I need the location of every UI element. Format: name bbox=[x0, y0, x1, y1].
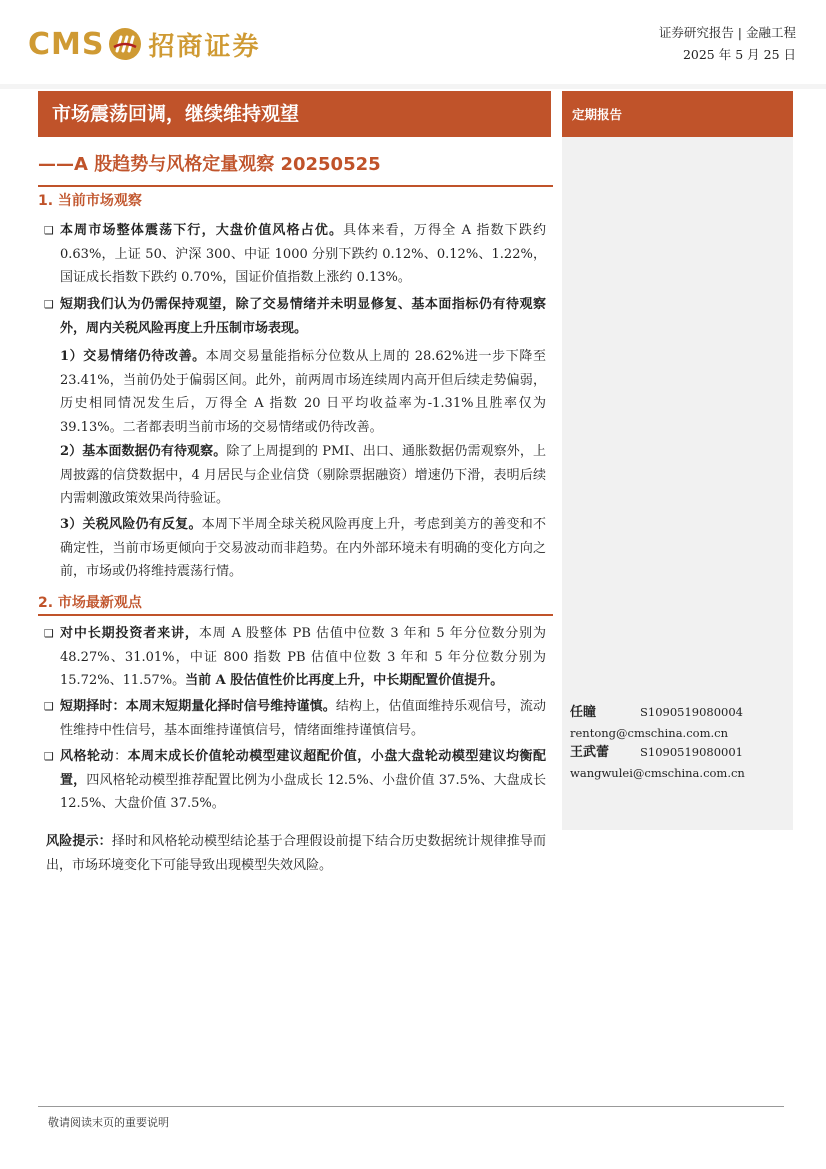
checkbox-bullet-icon: ❑ bbox=[44, 224, 54, 237]
checkbox-bullet-icon: ❑ bbox=[44, 750, 54, 763]
paragraph bbox=[60, 440, 546, 511]
analyst-id: S1090519080001 bbox=[640, 745, 743, 759]
paragraph bbox=[60, 345, 546, 439]
paragraph-text: 本周 A 股整体 PB 估值中位数 3 年和 5 年分位数分别为 48.27%、31.01%，中证 800 指数 PB 估值中位数 3 年和 5 年分位数分别为 15.72%、11.57%。 bbox=[60, 626, 546, 688]
paragraph-bold: 对中长期投资者来讲， bbox=[60, 626, 199, 641]
paragraph bbox=[44, 219, 546, 290]
logo-chinese: 招商证券 bbox=[148, 31, 261, 62]
company-logo bbox=[28, 22, 261, 66]
analyst-name: 任瞳 bbox=[570, 705, 597, 720]
analyst-card bbox=[570, 742, 790, 783]
paragraph bbox=[44, 695, 546, 742]
paragraph-text: 除了上周提到的 PMI、出口、通胀数据仍需观察外，上周披露的信贷数据中，4 月居民与企业信贷（剔除票据融资）增速仍下滑，表明后续内需刺激政策效果尚待验证。 bbox=[60, 444, 547, 506]
side-label: 定期报告 bbox=[562, 91, 793, 137]
paragraph-text: 结构上，估值面维持乐观信号，流动性维持中性信号，基本面维持谨慎信号，情绪面维持谨慎信号。 bbox=[60, 699, 546, 738]
section-heading: 1. 当前市场观察 bbox=[38, 193, 142, 209]
checkbox-bullet-icon: ❑ bbox=[44, 700, 54, 713]
paragraph bbox=[44, 293, 546, 340]
paragraph bbox=[44, 745, 546, 816]
report-type: 证券研究报告 | 金融工程 bbox=[658, 25, 796, 40]
paragraph-text: 本周交易量能指标分位数从上周的 28.62%进一步下降至 23.41%，当前仍处于偏弱区间。此外，前两周市场连续周内高开但后续走势偏弱，历史相同情况发生后，万得全 A 指数 20 日平均收益率为-1.31%且胜率仅为 39.13%。二者都表明当前市场的交易情绪或仍待改善。 bbox=[60, 349, 546, 435]
paragraph-bold: 短期我们认为仍需保持观望，除了交易情绪并未明显修复、基本面指标仍有待观察外，周内关税风险再度上升压制市场表现。 bbox=[60, 297, 546, 336]
report-subtitle: ——A 股趋势与风格定量观察 20250525 bbox=[38, 154, 381, 175]
analyst-email[interactable]: rentong@cmschina.com.cn bbox=[570, 726, 728, 740]
section-divider bbox=[38, 185, 553, 187]
paragraph bbox=[60, 513, 546, 584]
paragraph-bold: 2）基本面数据仍有待观察。 bbox=[60, 444, 227, 459]
footer-note: 敬请阅读末页的重要说明 bbox=[48, 1116, 169, 1129]
header-meta bbox=[659, 22, 796, 66]
paragraph-text: 具体来看，万得全 A 指数下跌约 0.63%，上证 50、沪深 300、中证 1000 分别下跌约 0.12%、0.12%、1.22%，国证成长指数下跌约 0.70%，国证价值指数上涨约 0.13%。 bbox=[60, 223, 546, 285]
analyst-name: 王武蕾 bbox=[570, 745, 610, 760]
analyst-card bbox=[570, 702, 790, 743]
footer-divider bbox=[38, 1106, 784, 1107]
report-date: 2025 年 5 月 25 日 bbox=[682, 47, 796, 62]
paragraph bbox=[44, 622, 546, 693]
analyst-email[interactable]: wangwulei@cmschina.com.cn bbox=[570, 766, 745, 780]
checkbox-bullet-icon: ❑ bbox=[44, 298, 54, 311]
paragraph-text: ： bbox=[114, 749, 128, 764]
logo-latin: CMS bbox=[28, 26, 105, 62]
section-divider bbox=[38, 614, 553, 616]
risk-warning bbox=[46, 830, 546, 877]
paragraph-bold: 1）交易情绪仍待改善。 bbox=[60, 349, 206, 364]
paragraph-bold: 当前 A 股估值性价比再度上升，中长期配置价值提升。 bbox=[185, 673, 504, 688]
paragraph-text: 本周下半周全球关税风险再度上升，考虑到美方的善变和不确定性，当前市场更倾向于交易波动而非趋势。在内外部环境未有明确的变化方向之前，市场或仍将维持震荡行情。 bbox=[60, 517, 546, 579]
paragraph-bold: 本周市场整体震荡下行，大盘价值风格占优。 bbox=[60, 223, 344, 238]
paragraph-bold: 风格轮动 bbox=[60, 749, 115, 764]
section-heading: 2. 市场最新观点 bbox=[38, 595, 142, 611]
paragraph-bold: 本周末成长价值轮动模型建议超配价值，小盘大盘轮动模型建议均衡配置， bbox=[60, 749, 546, 788]
risk-text: 择时和风格轮动模型结论基于合理假设前提下结合历史数据统计规律推导而出，市场环境变化下可能导致出现模型失效风险。 bbox=[46, 834, 546, 873]
risk-label: 风险提示： bbox=[46, 834, 112, 849]
logo-emblem-icon bbox=[108, 27, 142, 61]
checkbox-bullet-icon: ❑ bbox=[44, 627, 54, 640]
paragraph-bold: 短期择时：本周末短期量化择时信号维持谨慎。 bbox=[60, 699, 336, 714]
header-divider bbox=[0, 84, 826, 89]
report-title: 市场震荡回调，继续维持观望 bbox=[38, 91, 551, 137]
analyst-id: S1090519080004 bbox=[640, 705, 743, 719]
paragraph-text: 四风格轮动模型推荐配置比例为小盘成长 12.5%、小盘价值 37.5%、大盘成长 12.5%、大盘价值 37.5%。 bbox=[60, 772, 546, 811]
paragraph-bold: 3）关税风险仍有反复。 bbox=[60, 517, 202, 532]
